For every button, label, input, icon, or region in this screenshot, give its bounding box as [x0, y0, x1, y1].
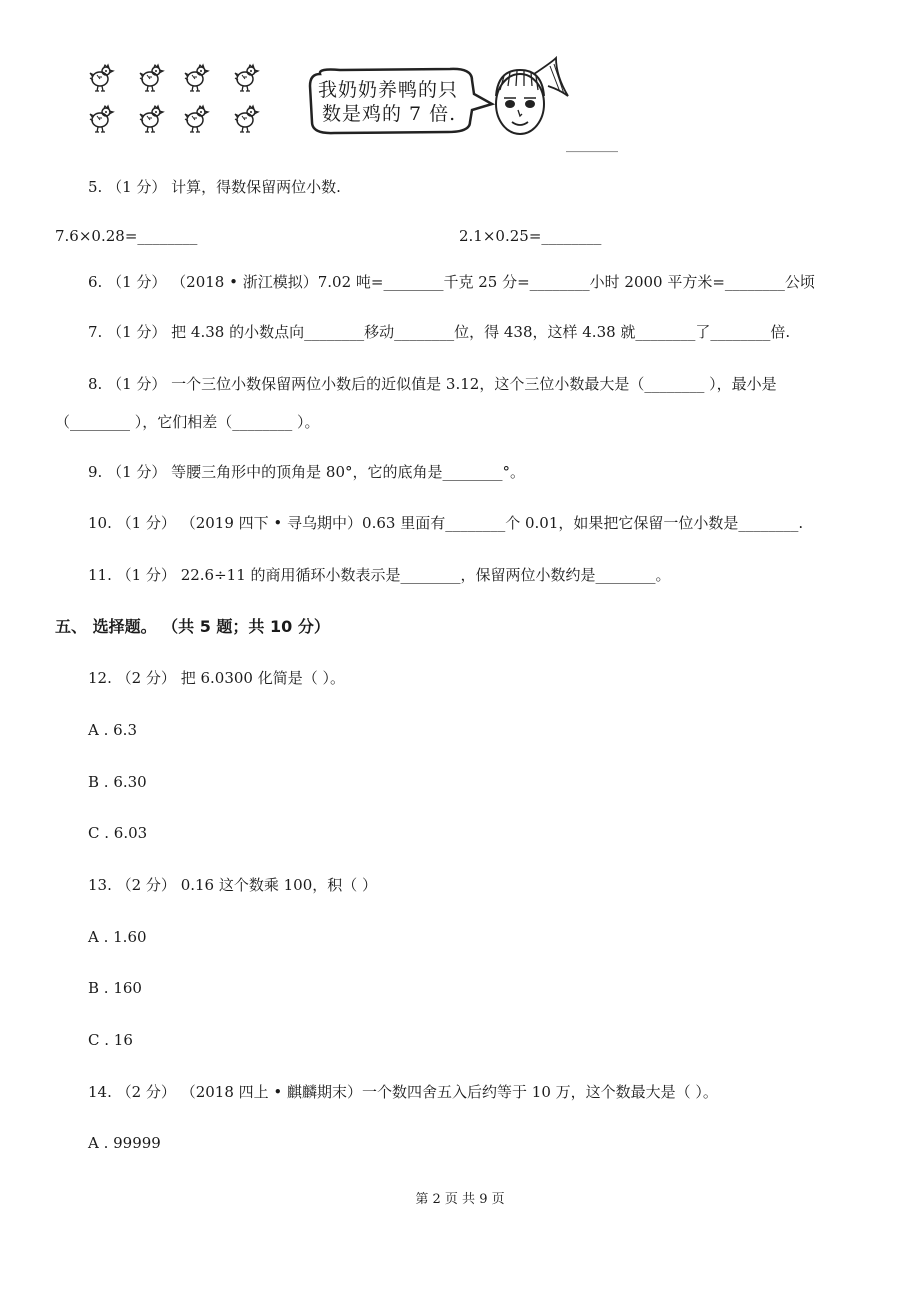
question-8-line2[interactable]: （________ ），它们相差（________ ）。 [55, 413, 320, 431]
question-8-line1[interactable]: 8. （1 分） 一个三位小数保留两位小数后的近似值是 3.12，这个三位小数最大是（________ ），最小是 [88, 375, 777, 393]
section-5-title: 五、 选择题。 （共 5 题；共 10 分） [55, 617, 330, 636]
question-12-option-a[interactable]: A . 6.3 [88, 721, 137, 739]
question-13: 13. （2 分） 0.16 这个数乘 100，积（ ） [88, 876, 378, 894]
question-13-option-c[interactable]: C . 16 [88, 1031, 133, 1049]
speech-bubble-line2: 数是鸡的 7 倍. [322, 103, 457, 125]
question-5-part-a[interactable]: 7.6×0.28=________ [55, 227, 198, 245]
question-7[interactable]: 7. （1 分） 把 4.38 的小数点向________移动________位，得 438，这样 4.38 就________了________倍. [88, 323, 791, 341]
question-12-option-b[interactable]: B . 6.30 [88, 773, 147, 791]
question-11[interactable]: 11. （1 分） 22.6÷11 的商用循环小数表示是________，保留两位小数约是________。 [88, 566, 671, 584]
speech-bubble-line1: 我奶奶养鸭的只 [318, 79, 459, 101]
question-9[interactable]: 9. （1 分） 等腰三角形中的顶角是 80°，它的底角是________°。 [88, 463, 526, 481]
question-12-option-c[interactable]: C . 6.03 [88, 824, 148, 842]
question-14: 14. （2 分） （2018 四上 • 麒麟期末）一个数四舍五入后约等于 10 万，这个数最大是（ ）。 [88, 1083, 718, 1101]
question-10[interactable]: 10. （1 分） （2019 四下 • 寻乌期中）0.63 里面有________个 0.01，如果把它保留一位小数是________. [88, 514, 804, 532]
chickens-illustration [85, 60, 285, 144]
question-13-option-b[interactable]: B . 160 [88, 979, 142, 997]
question-5: 5. （1 分） 计算，得数保留两位小数. [88, 178, 341, 196]
girl-face-illustration [490, 56, 580, 140]
question-5-part-b[interactable]: 2.1×0.25=________ [459, 227, 602, 245]
illustration-answer-blank[interactable]: ________ [566, 138, 618, 153]
question-12: 12. （2 分） 把 6.0300 化简是（ ）。 [88, 669, 345, 687]
speech-bubble [300, 66, 500, 138]
question-6[interactable]: 6. （1 分） （2018 • 浙江模拟）7.02 吨=________千克 25 分=________小时 2000 平方米=________公顷 [88, 273, 815, 291]
page-number: 第 2 页 共 9 页 [415, 1192, 505, 1207]
question-13-option-a[interactable]: A . 1.60 [88, 928, 147, 946]
question-14-option-a[interactable]: A . 99999 [88, 1134, 161, 1152]
